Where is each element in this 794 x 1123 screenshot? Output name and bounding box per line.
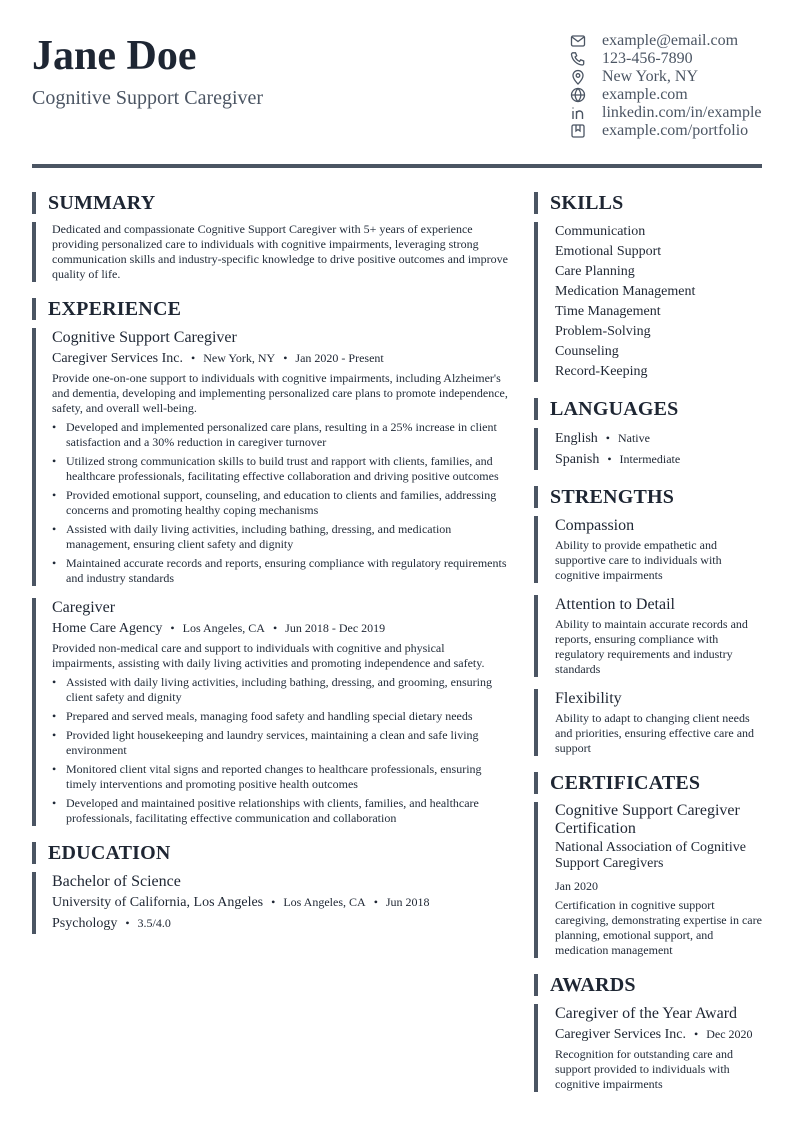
skills-heading: SKILLS	[534, 192, 762, 214]
experience-entry	[32, 328, 510, 586]
list-item: • Monitored client vital signs and reported changes to healthcare professionals, ensuring timely interventions and promoting positive health outcomes	[52, 762, 510, 792]
list-item: • Developed and maintained positive relationships with clients, families, and healthcare professionals, facilitating effective communication and collaboration	[52, 796, 510, 826]
strength-text: Ability to maintain accurate records and reports, ensuring compliance with regulatory requirements and industry standards	[555, 617, 748, 676]
side-column	[534, 192, 762, 1092]
strength-item	[534, 689, 762, 756]
language-name: Spanish	[555, 452, 600, 467]
gpa: 3.5/4.0	[137, 916, 171, 930]
job-company: Caregiver Services Inc.	[52, 351, 183, 366]
summary-text: Dedicated and compassionate Cognitive Support Caregiver with 5+ years of experience providing personalized care to individuals with cognitive impairments, leveraging strong communication skills and industry-specific knowledge to drive positive outcomes and improve quality of life.	[52, 222, 508, 281]
certificate-entry	[534, 802, 762, 958]
language-name: English	[555, 431, 598, 446]
contact-linkedin[interactable]	[570, 104, 770, 122]
field-of-study: Psychology	[52, 916, 118, 931]
skill-item: Record-Keeping	[555, 364, 648, 379]
school-location: Los Angeles, CA	[283, 895, 366, 909]
strength-item	[534, 595, 762, 677]
job-company: Home Care Agency	[52, 621, 163, 636]
contact-location-text: New York, NY	[602, 68, 699, 85]
job-description: Provide one-on-one support to individuals with cognitive impairments, including Alzheimer's and dementia, developing and implementing personalized care plans to promote independence, safety, and overall well-being.	[52, 371, 508, 415]
job-location: Los Angeles, CA	[182, 621, 265, 635]
education-entry	[32, 872, 510, 934]
job-bullets	[52, 675, 510, 826]
contact-email-text: example@email.com	[602, 32, 739, 49]
contact-linkedin-text: linkedin.com/in/example	[602, 104, 762, 121]
contact-portfolio-text: example.com/portfolio	[602, 122, 749, 139]
list-item: • Provided emotional support, counseling, and education to clients and families, addressing concerns and promoting healthy coping mechanisms	[52, 488, 510, 518]
job-description: Provided non-medical care and support to individuals with cognitive and physical impairments, assisting with daily living activities and promoting independence and safety.	[52, 641, 485, 670]
language-level: Native	[617, 431, 650, 445]
skill-item: Emotional Support	[555, 244, 662, 259]
contact-email[interactable]	[570, 32, 770, 50]
job-dates: Jan 2020 - Present	[295, 351, 384, 365]
phone-icon	[570, 51, 586, 67]
header-divider	[32, 164, 762, 168]
list-item: • Prepared and served meals, managing food safety and handling special dietary needs	[52, 709, 510, 724]
language-item: Spanish • Intermediate	[555, 452, 681, 467]
main-column	[32, 192, 510, 934]
location-icon	[570, 69, 586, 85]
certificate-issuer: National Association of Cognitive Support Caregivers	[555, 840, 746, 871]
award-title: Caregiver of the Year Award	[555, 1005, 738, 1022]
linkedin-icon	[570, 105, 586, 121]
education-field-row: Psychology • 3.5/4.0	[52, 916, 171, 931]
globe-icon	[570, 87, 586, 103]
graduation-date: Jun 2018	[385, 895, 430, 909]
certificates-heading: CERTIFICATES	[534, 772, 762, 794]
award-meta: Caregiver Services Inc. • Dec 2020	[555, 1027, 753, 1042]
bookmark-icon	[570, 123, 586, 139]
list-item: • Utilized strong communication skills to build trust and rapport with clients, families, and healthcare professionals, facilitating effective collaboration and driving positive outcomes	[52, 454, 510, 484]
contact-list	[570, 32, 770, 140]
certificate-date: Jan 2020	[555, 879, 598, 893]
strength-title: Flexibility	[555, 690, 622, 707]
job-bullets	[52, 420, 510, 586]
award-text: Recognition for outstanding care and support provided to individuals with cognitive impairments	[555, 1047, 733, 1091]
skill-item: Counseling	[555, 344, 619, 359]
languages-section	[534, 428, 762, 470]
language-level: Intermediate	[619, 452, 681, 466]
summary-heading: SUMMARY	[32, 192, 510, 214]
list-item: • Assisted with daily living activities, including bathing, dressing, and medication management, ensuring client safety and dignity	[52, 522, 510, 552]
skills-section	[534, 222, 762, 382]
job-location: New York, NY	[203, 351, 276, 365]
job-meta: Caregiver Services Inc. • New York, NY • Jan 2020 - Present	[52, 351, 384, 366]
candidate-title: Cognitive Support Caregiver	[32, 87, 264, 109]
skill-item: Problem-Solving	[555, 324, 651, 339]
languages-heading: LANGUAGES	[534, 398, 762, 420]
degree: Bachelor of Science	[52, 873, 181, 890]
contact-phone[interactable]	[570, 50, 770, 68]
job-title: Caregiver	[52, 599, 116, 616]
strength-item	[534, 516, 762, 583]
strength-text: Ability to adapt to changing client needs and priorities, ensuring effective care and support	[555, 711, 755, 755]
contact-location	[570, 68, 770, 86]
list-item: • Developed and implemented personalized care plans, resulting in a 25% increase in client satisfaction and a 30% reduction in caregiver turnover	[52, 420, 510, 450]
strength-title: Compassion	[555, 517, 635, 534]
awards-heading: AWARDS	[534, 974, 762, 996]
list-item: • Maintained accurate records and reports, ensuring compliance with regulatory requirements and industry standards	[52, 556, 510, 586]
job-title: Cognitive Support Caregiver	[52, 329, 237, 346]
school: University of California, Los Angeles	[52, 895, 264, 910]
education-meta: University of California, Los Angeles • Los Angeles, CA • Jun 2018	[52, 895, 430, 910]
experience-entry	[32, 598, 510, 826]
award-issuer: Caregiver Services Inc.	[555, 1027, 686, 1042]
contact-phone-text: 123-456-7890	[602, 50, 693, 67]
contact-website[interactable]	[570, 86, 770, 104]
education-heading: EDUCATION	[32, 842, 510, 864]
award-date: Dec 2020	[706, 1027, 753, 1041]
summary-section	[32, 222, 510, 282]
job-meta: Home Care Agency • Los Angeles, CA • Jun 2018 - Dec 2019	[52, 621, 386, 636]
experience-heading: EXPERIENCE	[32, 298, 510, 320]
strength-text: Ability to provide empathetic and supportive care to individuals with cognitive impairments	[555, 538, 722, 582]
certificate-text: Certification in cognitive support caregiving, demonstrating expertise in care planning, emotional support, and medication management	[555, 898, 762, 957]
skill-item: Communication	[555, 224, 646, 239]
list-item: • Assisted with daily living activities, including bathing, dressing, and grooming, ensuring client safety and dignity	[52, 675, 510, 705]
certificate-title: Cognitive Support Caregiver Certification	[555, 802, 740, 837]
contact-portfolio[interactable]	[570, 122, 770, 140]
skill-item: Care Planning	[555, 264, 635, 279]
list-item: • Provided light housekeeping and laundry services, maintaining a clean and safe living environment	[52, 728, 510, 758]
award-entry	[534, 1004, 762, 1092]
skill-item: Medication Management	[555, 284, 696, 299]
candidate-name: Jane Doe	[32, 33, 197, 79]
contact-website-text: example.com	[602, 86, 688, 103]
strength-title: Attention to Detail	[555, 596, 675, 613]
skill-item: Time Management	[555, 304, 661, 319]
language-item: English • Native	[555, 431, 650, 446]
strengths-heading: STRENGTHS	[534, 486, 762, 508]
job-dates: Jun 2018 - Dec 2019	[285, 621, 386, 635]
mail-icon	[570, 33, 586, 49]
resume-header	[32, 0, 762, 168]
